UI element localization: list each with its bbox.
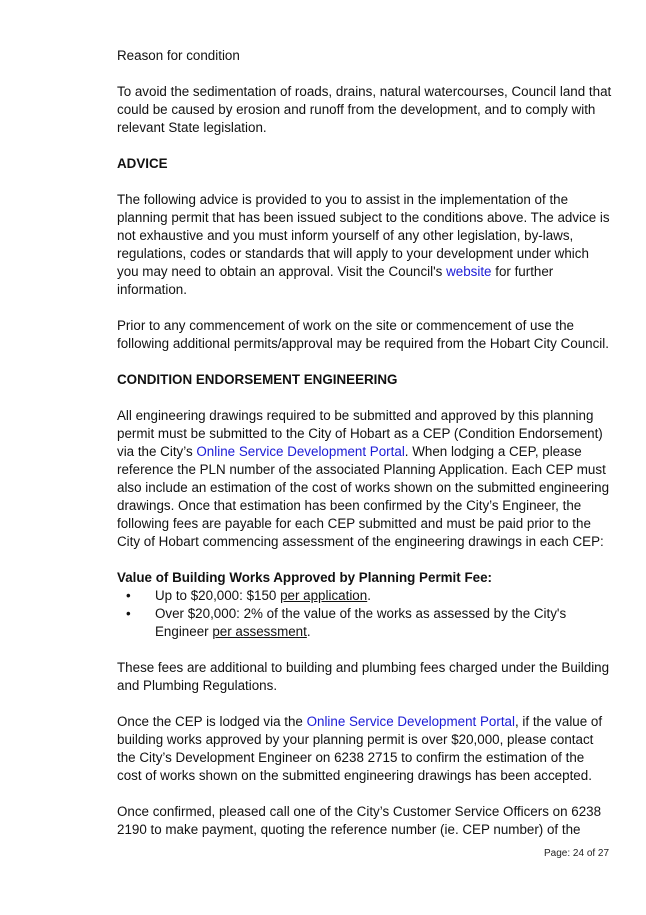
engineering-paragraph-3	[117, 713, 612, 785]
engineering-paragraph-1	[117, 407, 612, 551]
bullet-icon: •	[126, 606, 131, 621]
online-service-portal-link[interactable]: Online Service Development Portal	[196, 444, 405, 459]
engineering-paragraph-1-pre: All engineering drawings required to be submitted and approved by this planning permit must be submitted to the City of Hobart as a CEP (Condition Endorsement) via the City’s	[117, 408, 603, 459]
online-service-portal-link-2[interactable]: Online Service Development Portal	[306, 714, 515, 729]
fee-item-underlined: per assessment	[212, 624, 307, 639]
document-page	[117, 47, 612, 839]
reason-title: Reason for condition	[117, 48, 240, 63]
engineering-paragraph-3-post: , if the value of building works approved by your planning permit is over $20,000, please contact the City’s Development Engineer on 6238 2715 to confirm the estimation of the cost of works shown on the submitted engineering drawings has been accepted.	[117, 714, 603, 783]
page-number: Page: 24 of 27	[544, 848, 610, 859]
bullet-icon: •	[126, 588, 131, 603]
fee-item-tail: .	[367, 588, 371, 603]
reason-body: To avoid the sedimentation of roads, drains, natural watercourses, Council land that could be caused by erosion and runoff from the development, and to comply with relevant State legislation.	[117, 84, 612, 135]
website-link[interactable]: website	[446, 264, 492, 279]
advice-paragraph-1	[117, 191, 612, 299]
fee-item-underlined: per application	[280, 588, 368, 603]
advice-paragraph-1-text: The following advice is provided to you to assist in the implementation of the planning permit that has been issued subject to the conditions above. The advice is not exhaustive and you must inform yourself of any other legislation, by-laws, regulations, codes or standards that will apply to your development under which you may need to obtain an approval. Visit the Council's	[117, 192, 610, 279]
engineering-paragraph-2: These fees are additional to building and plumbing fees charged under the Building and Plumbing Regulations.	[117, 660, 610, 693]
engineering-paragraph-1-post: . When lodging a CEP, please reference the PLN number of the associated Planning Application. Each CEP must also include an estimation of the cost of works shown on the submitted engineering drawings. Once that estimation has been confirmed by the City’s Engineer, the following fees are payable for each CEP submitted and must be paid prior to the City of Hobart commencing assessment of the engineering drawings in each CEP:	[117, 444, 610, 549]
advice-paragraph-2: Prior to any commencement of work on the site or commencement of use the following additional permits/approval may be required from the Hobart City Council.	[117, 318, 609, 351]
advice-heading: ADVICE	[117, 156, 168, 171]
engineering-paragraph-3-pre: Once the CEP is lodged via the	[117, 714, 307, 729]
fee-item-text: Up to $20,000: $150	[155, 588, 281, 603]
advice-paragraph-1-tail: for further information.	[117, 264, 554, 297]
fee-item-text: Over $20,000: 2% of the value of the works as assessed by the City's Engineer	[155, 606, 567, 639]
fee-item	[117, 605, 612, 641]
fee-item	[117, 587, 612, 605]
fee-item-tail: .	[306, 624, 311, 639]
engineering-paragraph-4: Once confirmed, pleased call one of the City’s Customer Service Officers on 6238 2190 to make payment, quoting the reference number (ie. CEP number) of the	[117, 804, 602, 837]
fee-heading: Value of Building Works Approved by Planning Permit Fee:	[117, 570, 492, 585]
engineering-heading: CONDITION ENDORSEMENT ENGINEERING	[117, 372, 398, 387]
fee-list	[117, 587, 612, 641]
